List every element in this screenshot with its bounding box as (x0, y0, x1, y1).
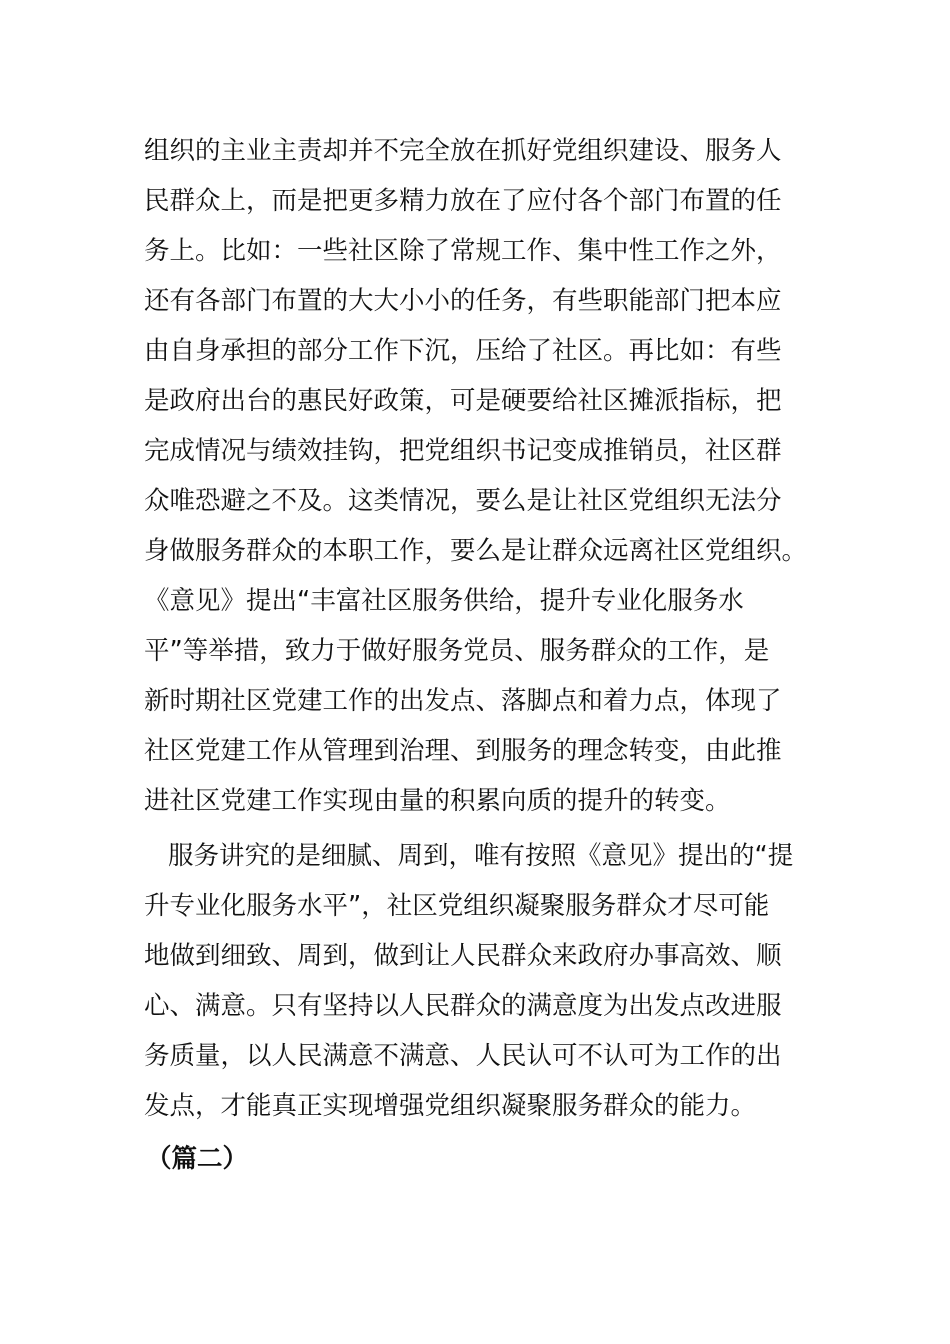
text-line: 组织的主业主责却并不完全放在抓好党组织建设、服务人 (144, 136, 782, 166)
text-line: 服务讲究的是细腻、周到，唯有按照《意见》提出的“提 (168, 841, 794, 871)
text-line: 务上。比如：一些社区除了常规工作、集中性工作之外， (144, 236, 782, 266)
section-title: （篇二） (146, 1144, 249, 1174)
text-line: 平”等举措，致力于做好服务党员、服务群众的工作，是 (144, 636, 770, 666)
text-line: 新时期社区党建工作的出发点、落脚点和着力点，体现了 (144, 686, 782, 716)
text-line: 由自身承担的部分工作下沉，压给了社区。再比如：有些 (144, 336, 782, 366)
text-line: 地做到细致、周到，做到让人民群众来政府办事高效、顺 (144, 941, 782, 971)
text-line: 心、满意。只有坚持以人民群众的满意度为出发点改进服 (144, 991, 782, 1021)
text-line: 《意见》提出“丰富社区服务供给，提升专业化服务水 (144, 586, 744, 616)
text-line: 升专业化服务水平”，社区党组织凝聚服务群众才尽可能 (144, 891, 770, 921)
text-line: 还有各部门布置的大大小小的任务，有些职能部门把本应 (144, 286, 782, 316)
text-line: 发点，才能真正实现增强党组织凝聚服务群众的能力。 (144, 1091, 757, 1121)
text-line: 务质量，以人民满意不满意、人民认可不认可为工作的出 (144, 1041, 782, 1071)
text-line: 身做服务群众的本职工作，要么是让群众远离社区党组织。 (144, 536, 808, 566)
text-line: 民群众上，而是把更多精力放在了应付各个部门布置的任 (144, 186, 782, 216)
paragraph-2 (144, 831, 844, 1131)
text-line: 完成情况与绩效挂钩，把党组织书记变成推销员，社区群 (144, 436, 782, 466)
text-line: 进社区党建工作实现由量的积累向质的提升的转变。 (144, 786, 731, 816)
paragraph-1 (144, 126, 844, 826)
text-line: 社区党建工作从管理到治理、到服务的理念转变，由此推 (144, 736, 782, 766)
document-body (144, 126, 844, 1131)
text-line: 是政府出台的惠民好政策，可是硬要给社区摊派指标，把 (144, 386, 782, 416)
text-line: 众唯恐避之不及。这类情况，要么是让社区党组织无法分 (144, 486, 782, 516)
